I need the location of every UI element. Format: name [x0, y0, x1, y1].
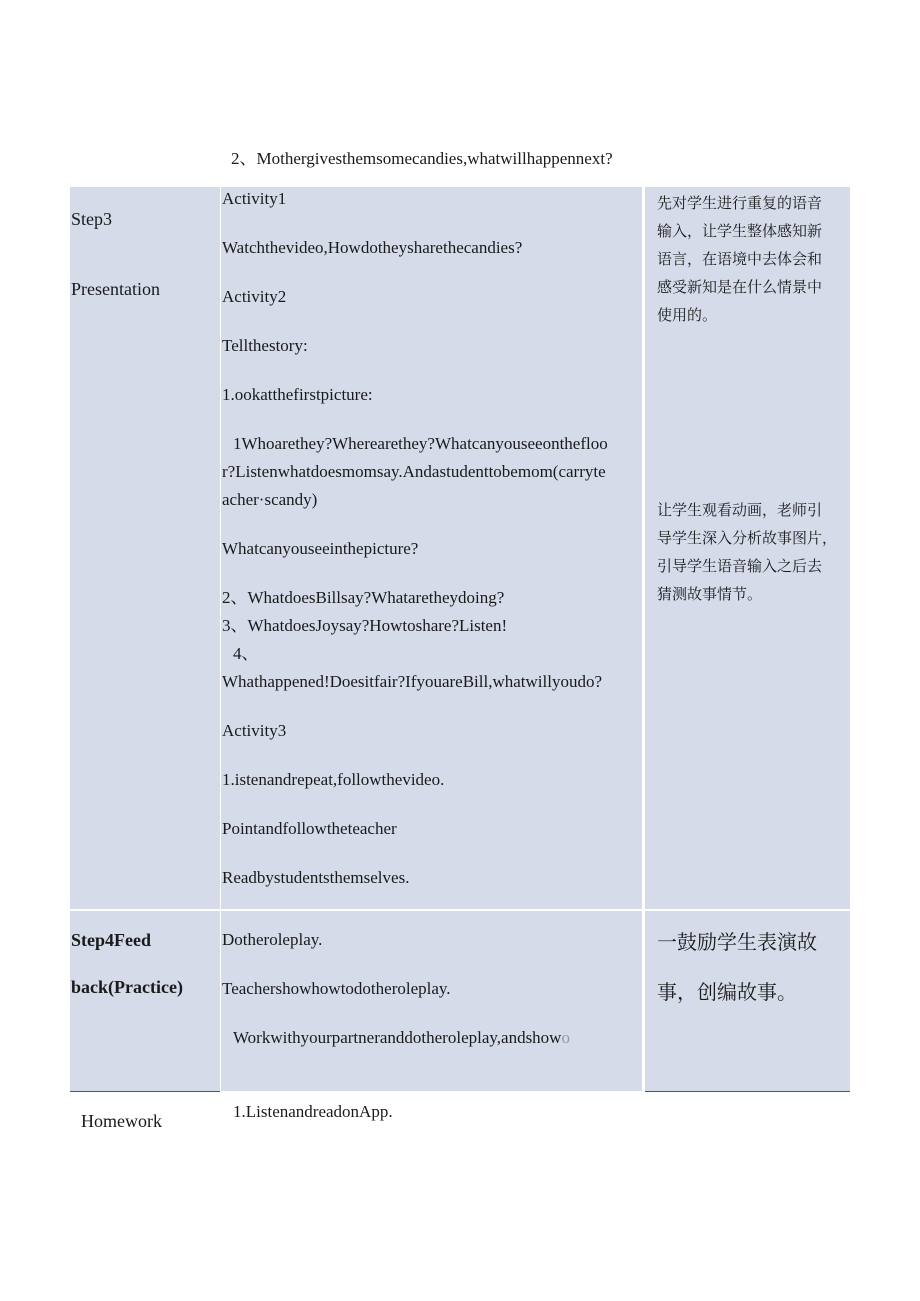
step4-item3: [222, 1024, 640, 1052]
step3-label-line2: Presentation: [71, 279, 160, 299]
step4-note: [657, 917, 849, 1017]
note2-line: 猜测故事情节。: [657, 585, 763, 603]
activity2-title: Activity2: [222, 287, 287, 306]
activity1-question: Watchthevideo,Howdotheysharethecandies?: [222, 238, 523, 257]
activity3-title: Activity3: [222, 721, 287, 740]
note2-line: 导学生深入分析故事图片，: [657, 529, 838, 547]
step4-item2: Teachershowhowtodotheroleplay.: [222, 979, 451, 998]
note1-line: 使用的。: [657, 306, 718, 324]
note2-line: 让学生观看动画，老师引: [657, 501, 823, 519]
step4-content: [222, 926, 640, 1052]
activity2-question1-line2: r?Listenwhatdoesmomsay.Andastudenttobemom(carryte: [222, 462, 606, 481]
step3-note1: [657, 189, 849, 329]
activity2-look: 1.ookatthefirstpicture:: [222, 385, 373, 404]
step3-content: [222, 185, 640, 892]
activity1-title: Activity1: [222, 189, 287, 208]
step3-note2: [657, 496, 849, 608]
step4-item1: Dotheroleplay.: [222, 930, 323, 949]
step3-label-line1: Step3: [71, 209, 113, 229]
note1-line: 感受新知是在什么情景中: [657, 278, 823, 296]
note1-line: 语言，在语境中去体会和: [657, 250, 823, 268]
activity2-see: Whatcanyouseeinthepicture?: [222, 539, 419, 558]
row-divider-left: [70, 1091, 220, 1092]
step3-label: [71, 209, 160, 300]
step4-label: [71, 930, 183, 998]
activity2-tell: Tellthestory:: [222, 336, 308, 355]
intro-question: 2、Mothergivesthemsomecandies,whatwillhappennext?: [231, 149, 613, 168]
step4-label-line1: Step4Feed: [71, 930, 151, 950]
activity2-question4: Whathappened!Doesitfair?IfyouareBill,whatwillyoudo?: [222, 672, 603, 691]
activity3-item2: Pointandfollowtheteacher: [222, 819, 397, 838]
activity2-question1-line3: acher·scandy): [222, 490, 318, 509]
step4-item3-text: Workwithyourpartneranddotheroleplay,andshow: [233, 1028, 562, 1047]
activity2-question3: 3、WhatdoesJoysay?Howtoshare?Listen!: [222, 616, 508, 635]
note1-line: 输入，让学生整体感知新: [657, 222, 823, 240]
homework-label: Homework: [81, 1111, 162, 1131]
homework-content: 1.ListenandreadonApp.: [233, 1102, 393, 1121]
activity2-question1-line1: 1Whoarethey?Wherearethey?Whatcanyouseeonthefloo: [233, 434, 608, 453]
step4-label-line2: back(Practice): [71, 977, 183, 997]
activity2-question2: 2、WhatdoesBillsay?Whataretheydoing?: [222, 588, 505, 607]
step4-note-line: 一鼓励学生表演故: [657, 930, 817, 954]
note2-line: 引导学生语音输入之后去: [657, 557, 823, 575]
activity3-item3: Readbystudentsthemselves.: [222, 868, 410, 887]
activity3-item1: 1.istenandrepeat,followthevideo.: [222, 770, 445, 789]
step4-item3-tail: o: [561, 1028, 570, 1047]
step4-note-line: 事，创编故事。: [657, 980, 797, 1004]
activity2-question4-number: 4、: [233, 644, 259, 663]
row-divider-right: [645, 1091, 850, 1092]
note1-line: 先对学生进行重复的语音: [657, 194, 823, 212]
